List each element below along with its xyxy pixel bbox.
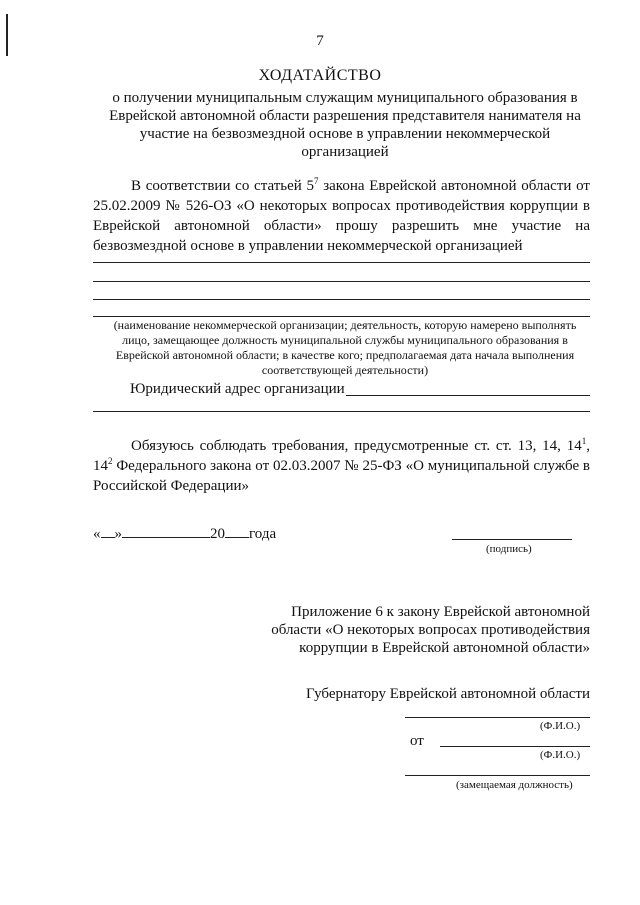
- organization-fill-line-1[interactable]: [93, 262, 590, 263]
- date-close-quote: »: [114, 526, 122, 542]
- page-number: 7: [316, 33, 324, 49]
- organization-note: (наименование некоммерческой организации; деятельность, которую намерено выполнять лицо, замещающее должность муниципальной службы муниципального образования в Еврейской автономной области; в качестве кого; предполагаемая дата начала выполнения соответствующей деятельности): [113, 318, 577, 377]
- request-text-end: закона Еврейской автономной области от 25.02.2009 № 526-ОЗ «О некоторых вопросах противодействия коррупции в Еврейской автономной области» прошу разрешить мне участие на безвозмездной основе в управлении некоммерческой организацией: [93, 178, 590, 254]
- applicant-name-fill-line[interactable]: [440, 746, 590, 747]
- request-text-start: В соответствии со статьей 5: [131, 178, 314, 194]
- date-open-quote: «: [93, 526, 101, 542]
- obligation-paragraph: [93, 436, 590, 496]
- year-fill[interactable]: [225, 523, 249, 538]
- document-subtitle: о получении муниципальным служащим муниципального образования в Еврейской автономной области разрешения представителя нанимателя на участие на безвозмездной основе в управлении некоммерческой организацией: [109, 90, 581, 160]
- obligation-text-b: , 14: [93, 438, 590, 474]
- document-title: ХОДАТАЙСТВО: [258, 67, 382, 84]
- legal-address-fill-line[interactable]: [346, 395, 590, 396]
- position-fill-line[interactable]: [405, 775, 590, 776]
- signature-caption: (подпись): [486, 543, 532, 555]
- legal-address-row: [130, 379, 345, 399]
- addressee: Губернатору Еврейской автономной области: [306, 686, 590, 702]
- fio-caption-1: (Ф.И.О.): [540, 720, 581, 732]
- signature-fill-line[interactable]: [452, 539, 572, 540]
- request-paragraph: [93, 176, 590, 256]
- article-superscript: 7: [314, 176, 319, 186]
- appendix-reference: Приложение 6 к закону Еврейской автономной области «О некоторых вопросах противодействия коррупции в Еврейской автономной области»: [271, 604, 590, 656]
- governor-name-fill-line[interactable]: [405, 717, 590, 718]
- day-fill[interactable]: [101, 523, 115, 538]
- fio-caption-2: (Ф.И.О.): [540, 749, 581, 761]
- legal-address-fill-line-2[interactable]: [93, 411, 590, 412]
- month-fill[interactable]: [122, 523, 210, 538]
- obligation-sup-1: 1: [581, 436, 587, 446]
- organization-fill-line-3[interactable]: [93, 299, 590, 300]
- legal-address-label: Юридический адрес организации: [130, 381, 345, 397]
- position-caption: (замещаемая должность): [456, 779, 573, 791]
- obligation-sup-2: 2: [108, 456, 113, 466]
- organization-fill-line-4[interactable]: [93, 316, 590, 317]
- obligation-text-c: Федерального закона от 02.03.2007 № 25-ФЗ «О муниципальной службе в Российской Федерации»: [93, 458, 590, 494]
- date-line: [93, 523, 276, 544]
- year-prefix: 20: [210, 526, 225, 542]
- year-word: года: [249, 526, 277, 542]
- organization-fill-line-2[interactable]: [93, 281, 590, 282]
- from-label: от: [410, 733, 424, 749]
- obligation-text-a: Обязуюсь соблюдать требования, предусмотренные ст. ст. 13, 14, 14: [131, 438, 582, 454]
